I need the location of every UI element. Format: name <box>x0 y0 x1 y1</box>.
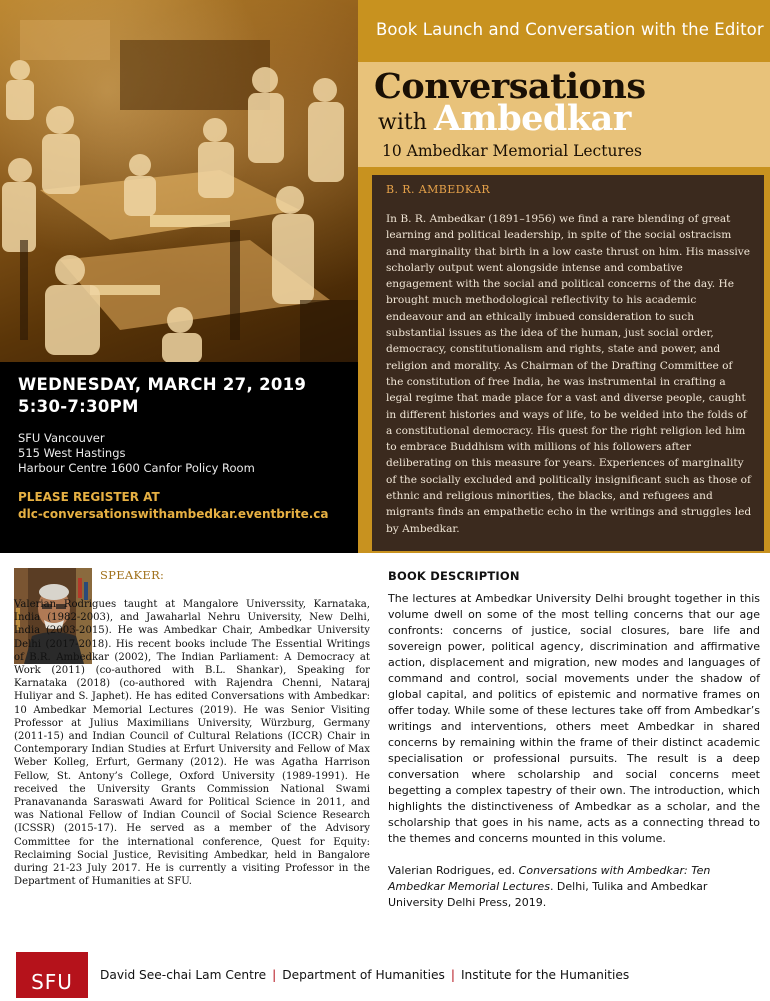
footer-separator: | <box>450 968 455 982</box>
speaker-label: SPEAKER: <box>100 568 165 582</box>
sfu-logo[interactable]: SFU <box>16 952 88 998</box>
venue-block <box>18 431 358 476</box>
venue-line: SFU Vancouver <box>18 431 105 445</box>
citation-author: Valerian Rodrigues, ed. <box>388 864 519 877</box>
book-subtitle: 10 Ambedkar Memorial Lectures <box>382 142 642 160</box>
book-description-section <box>388 569 760 911</box>
speaker-bio-rest: The Essential Writings of B.R. Ambedkar (2002), The Indian Parliament: A Democracy at Work (2011) (co-authored with B.L. Shankar), Speaking for Karnataka (2018) (co-authored with Rajendra Chenni, Nataraj Huliyar and S. Japhet). He has edited Conversations with Ambedkar: 10 Ambedkar Memorial Lectures (2019). He was Senior Visiting Professor at Julius Maximilians University, Würzburg, Germany (2011-15) and Indian Council of Cultural Relations (ICCR) Chair in Contemporary Indian Studies at Erfurt University and Fellow of Max Weber Kolleg, Erfurt, Germany (2012). He was Agatha Harrison Fellow, St. Antony’s College, Oxford University (1989-1991). He received the University Grants Commission National Swami Pranavananda Saraswati Award for Political Science in 2011, and was National Fellow of Indian Council of Social Science Research (ICSSR) (2015-17). He served as a member of the Advisory Committee for the international conference, Quest for Equity: Reclaiming Social Justice, Revisiting Ambedkar, held in Bangalore during 21-23 July 2017. He is currently a visiting Professor in the Department of Humanities at SFU. <box>14 638 371 888</box>
citation-publisher: . Delhi, Tulika and Ambedkar University Delhi Press, 2019. <box>388 880 708 909</box>
bio-heading: B. R. AMBEDKAR <box>386 183 491 196</box>
event-date: WEDNESDAY, MARCH 27, 2019 <box>18 375 307 394</box>
book-title-with: with <box>378 110 427 135</box>
register-link[interactable]: dlc-conversationswithambedkar.eventbrite.ca <box>18 507 329 521</box>
launch-title: Book Launch and Conversation with the Editor <box>376 20 764 39</box>
bio-panel <box>372 175 764 551</box>
venue-line: Harbour Centre 1600 Canfor Policy Room <box>18 461 255 475</box>
book-description-heading: BOOK DESCRIPTION <box>388 569 520 583</box>
event-details <box>0 362 358 553</box>
footer-link-humanities-institute[interactable]: Institute for the Humanities <box>460 968 630 982</box>
footer-link-lam-centre[interactable]: David See-chai Lam Centre <box>100 968 267 982</box>
footer-links <box>100 968 629 982</box>
photo-illustration <box>0 0 358 362</box>
historical-photo <box>0 0 358 362</box>
book-title-line1: Conversations <box>374 66 646 107</box>
title-band <box>358 62 770 167</box>
title-column <box>358 0 770 553</box>
footer-link-humanities-dept[interactable]: Department of Humanities <box>282 968 445 982</box>
book-description-text: The lectures at Ambedkar University Delhi brought together in this volume dwell on some of the most telling concerns that our age confronts: concerns of justice, social closures, bare life and sovereign power, political agency, discrimination and affirmative action, displacement and migration, new modes and languages of command and control, social movements under the shadow of global capital, and politics of epistemic and normative frames on offer today. While some of these lectures take off from Ambedkar’s writings and interventions, others meet Ambedkar in shared concerns by remaining within the frame of their distinct academic specialisation or professional pursuits. The result is a deep conversation where scholarship and social concerns meet begetting a complex tapestry of their own. The introduction, which highlights the distinctiveness of Ambedkar as a scholar, and the scholarship that goes in his name, acts as a connecting thread to the themes and concerns mounted in this volume. <box>388 592 760 845</box>
citation-title: Conversations with Ambedkar: Ten Ambedkar Memorial Lectures <box>388 864 711 893</box>
footer <box>0 952 770 1001</box>
footer-separator: | <box>272 968 277 982</box>
book-title-name: Ambedkar <box>434 98 631 139</box>
bio-text: In B. R. Ambedkar (1891–1956) we find a rare blending of great learning and political leadership, in spite of the social ostracism and marginality that birth in a low caste thrust on him. His massive scholarly output went alongside intense and combative engagement with the social and political concerns of the day. He brought much methodological reflectivity to his academic endeavour and an ethically imbued consideration to such substantial issues as the idea of the human, just social order, democracy, constitutionalism and rights, state and power, and religion and morality. As Chairman of the Drafting Committee of the constitution of free India, he was instrumental in crafting a legal regime that made place for a vast and diverse people, caught in different histories and ways of life, to be welded into the folds of a constitutional democracy. His quest for the right religion led him to embrace Buddhism with millions of his followers after deliberating on this measure for years. Experiences of marginality of the socially excluded and politically insignificant such as those of ethnic and religious minorities, the blacks, and refugees and migrants finds an empathetic echo in the writings and struggles led by Ambedkar. <box>386 213 752 535</box>
event-time: 5:30-7:30PM <box>18 397 139 416</box>
speaker-bio-lead: Valerian Rodrigues taught at Mangalore Universsity, Karnataka, India (1982-2003), and Jawaharlal Nehru University, New Delhi, India (2003-2015). He was Ambedkar Chair, Ambedkar University Delhi (2017-2018). His recent books include <box>14 599 370 650</box>
speaker-bio <box>14 598 370 888</box>
venue-line: 515 West Hastings <box>18 446 126 460</box>
register-label: PLEASE REGISTER AT <box>18 490 160 504</box>
book-citation <box>388 863 760 911</box>
